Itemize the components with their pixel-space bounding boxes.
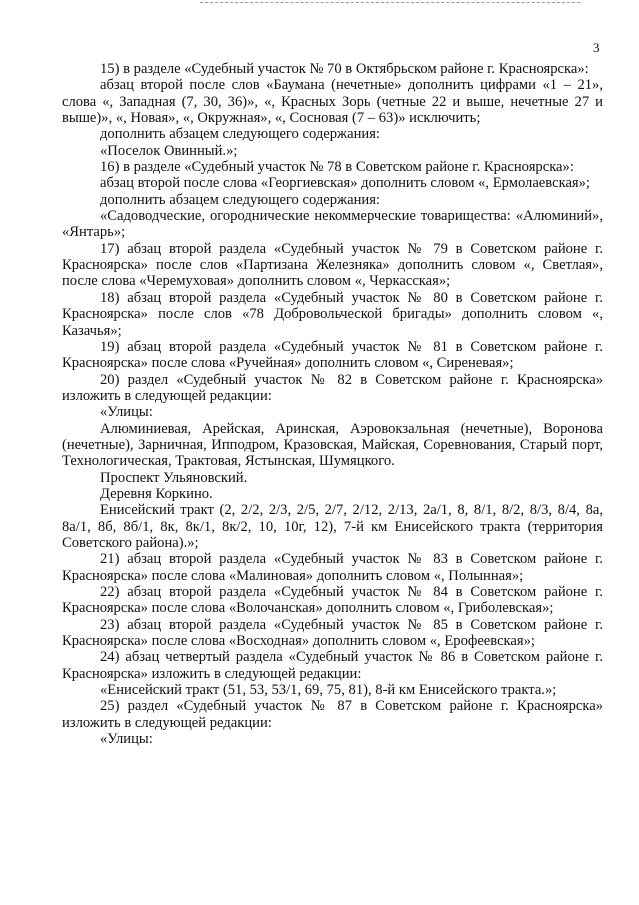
paragraph: Проспект Ульяновский.: [100, 469, 248, 486]
paragraph: абзац второй после слов «Баумана (нечетные» дополнить цифрами «1 – 21», слова «, Западная (7, 30, 36)», «, Красных Зорь (четные 22 и выше, нечетные 27 и выше)», «, Новая», «, Окружная», «, Сосновая (7 – 63)» исключить;: [62, 77, 603, 127]
paragraph: 17) абзац второй раздела «Судебный участок № 79 в Советском районе г. Красноярска» после слов «Партизана Железняка» дополнить словом «, Светлая», после слова «Черемуховая» дополнить словом «, Черкасская»;: [62, 240, 603, 290]
top-scan-rule: [200, 2, 580, 3]
paragraph: «Садоводческие, огороднические некоммерческие товарищества: «Алюминий», «Янтарь»;: [62, 208, 603, 241]
paragraph: 25) раздел «Судебный участок № 87 в Советском районе г. Красноярска» изложить в следующей редакции:: [62, 698, 603, 731]
paragraph: Алюминиевая, Арейская, Аринская, Аэровокзальная (нечетные), Воронова (нечетные), Зарничная, Ипподром, Кразовская, Майская, Соревнования, Старый порт, Технологическая, Трактовая, Ястынская, Шумяцкого.: [62, 420, 603, 470]
paragraph: 20) раздел «Судебный участок № 82 в Советском районе г. Красноярска» изложить в следующей редакции:: [62, 371, 603, 404]
paragraph: 16) в разделе «Судебный участок № 78 в Советском районе г. Красноярска»:: [100, 159, 574, 176]
paragraph: Деревня Коркино.: [100, 485, 213, 502]
paragraph: 24) абзац четвертый раздела «Судебный участок № 86 в Советском районе г. Красноярска» изложить в следующей редакции:: [62, 649, 603, 682]
paragraph: «Поселок Овинный.»;: [100, 142, 238, 159]
paragraph: «Улицы:: [100, 731, 153, 748]
paragraph: 15) в разделе «Судебный участок № 70 в Октябрьском районе г. Красноярска»:: [100, 61, 589, 77]
page-number: 3: [593, 40, 600, 55]
paragraph: 21) абзац второй раздела «Судебный участок № 83 в Советском районе г. Красноярска» после слова «Малиновая» дополнить словом «, Полынная»;: [62, 551, 603, 584]
paragraph: 22) абзац второй раздела «Судебный участок № 84 в Советском районе г. Красноярска» после слова «Волочанская» дополнить словом «, Гриболевская»;: [62, 584, 603, 617]
paragraph: 19) абзац второй раздела «Судебный участок № 81 в Советском районе г. Красноярска» после слова «Ручейная» дополнить словом «, Сиреневая»;: [62, 338, 603, 372]
paragraph: Енисейский тракт (2, 2/2, 2/3, 2/5, 2/7, 2/12, 2/13, 2а/1, 8, 8/1, 8/2, 8/3, 8/4, 8а, 8а/1, 8б, 8б/1, 8к, 8к/1, 8к/2, 10, 10г, 12), 7-й км Енисейского тракта (территория Советского района).»;: [62, 502, 603, 551]
document-body: [62, 61, 603, 747]
paragraph: дополнить абзацем следующего содержания:: [100, 191, 380, 208]
paragraph: абзац второй после слова «Георгиевская» дополнить словом «, Ермолаевская»;: [100, 175, 590, 192]
paragraph: «Енисейский тракт (51, 53, 53/1, 69, 75, 81), 8-й км Енисейского тракта.»;: [100, 682, 557, 699]
paragraph: 18) абзац второй раздела «Судебный участок № 80 в Советском районе г. Красноярска» после слов «78 Добровольческой бригады» дополнить словом «, Казачья»;: [62, 289, 603, 339]
paragraph: 23) абзац второй раздела «Судебный участок № 85 в Советском районе г. Красноярска» после слова «Восходная» дополнить словом «, Ерофеевская»;: [62, 616, 603, 650]
paragraph: «Улицы:: [100, 404, 153, 421]
paragraph: дополнить абзацем следующего содержания:: [100, 126, 380, 143]
